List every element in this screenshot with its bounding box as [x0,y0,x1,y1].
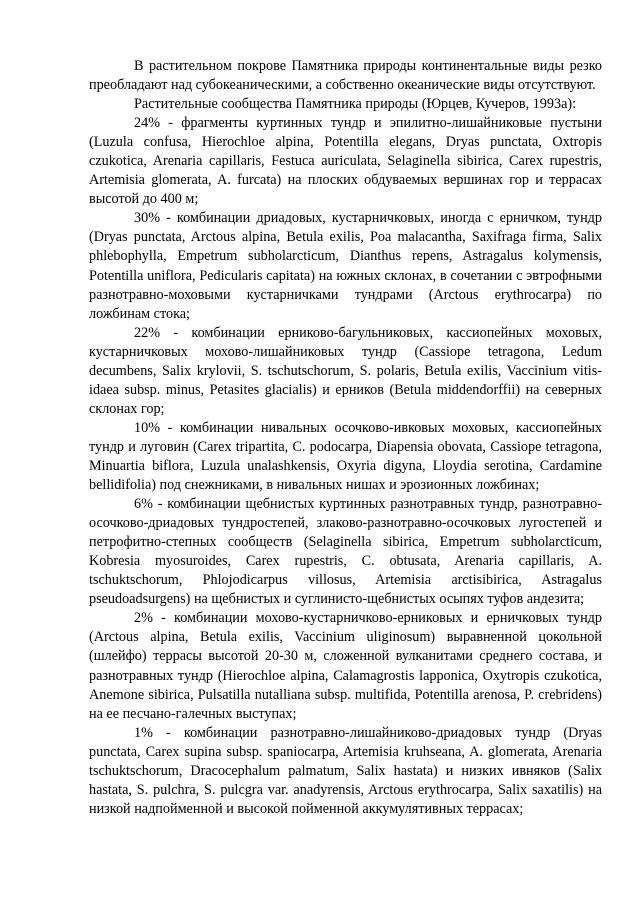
paragraph-30-percent [89,209,602,323]
paragraph-text: 1% - комбинации разнотравно-лишайниково-дриадовых тундр (Dryas punctata, Carex supina subsp. spaniocarpa, Artemisia kruhseana, A. glomerata, Arenaria tschuktschorum, Dracocephalum palmatum, Salix hastata) и низких ивняков (Salix hastata, S. pulchra, S. pulcgra var. anadyrensis, Arctous erythrocarpa, Salix saxatilis) на низкой надпойменной и высокой пойменной аккумулятивных террасах; [89,724,602,817]
document-page [89,57,602,819]
paragraph-intro [89,57,602,95]
paragraph-6-percent [89,495,602,609]
paragraph-10-percent [89,419,602,495]
paragraph-text: 30% - комбинации дриадовых, кустарничковых, иногда с ерничком, тундр (Dryas punctata, Arctous alpina, Betula exilis, Poa malacantha, Saxifraga firma, Salix phlebophylla, Empetrum subholarcticum, Dianthus repens, Astragalus kolymensis, Potentilla uniflora, Pedicularis capitata) на южных склонах, в сочетании с эвтрофными разнотравно-моховыми кустарничками тундрами (Arctous erythrocarpa) по ложбинам стока; [89,210,602,322]
paragraph-communities-heading [89,95,602,114]
paragraph-2-percent [89,609,602,723]
paragraph-1-percent [89,724,602,819]
paragraph-text: В растительном покрове Памятника природы континентальные виды резко преобладают над субокеаническими, а собственно океанические виды отсутствуют. [89,58,602,94]
paragraph-text: 6% - комбинации щебнистых куртинных разнотравных тундр, разнотравно-осочково-дриадовых тундростепей, злаково-разнотравно-осочковых лугостепей и петрофитно-степных сообществ (Selaginella sibirica, Empetrum subholarcticum, Kobresia myosuroides, Carex rupestris, C. obtusata, Arenaria capillaris, A. tschuktschorum, Phlojodicarpus villosus, Artemisia arctisibirica, Astragalus pseudoadsurgens) на щебнистых и суглинисто-щебнистых осыпях туфов андезита; [89,496,602,608]
paragraph-24-percent [89,114,602,209]
paragraph-text: 22% - комбинации ерниково-багульниковых, кассиопейных моховых, кустарничковых мохово-лишайниковых тундр (Cassiope tetragona, Ledum decumbens, Salix krylovii, S. tschutschorum, S. polaris, Betula exilis, Vaccinium vitis-idaea subsp. minus, Petasites glacialis) и ерников (Betula middendorffii) на северных склонах гор; [89,324,602,417]
paragraph-text: 24% - фрагменты куртинных тундр и эпилитно-лишайниковые пустыни (Luzula confusa, Hierochloe alpina, Potentilla elegans, Dryas punctata, Oxtropis czukotica, Arenaria capillaris, Festuca auriculata, Selaginella sibirica, Carex rupestris, Artemisia glomerata, A. furcata) на плоских обдуваемых вершинах гор и террасах высотой до 400 м; [89,115,602,208]
paragraph-text: 2% - комбинации мохово-кустарничково-ерниковых и ерничковых тундр (Arctous alpina, Betula exilis, Vaccinium uliginosum) выравненной цокольной (шлейфо) террасы высотой 20-30 м, сложенной вулканитами среднего состава, и разнотравных тундр (Hierochloe alpina, Calamagrostis lapponica, Oxytropis czukotica, Anemone sibirica, Pulsatilla nutalliana subsp. multifida, Potentilla arenosa, P. crebridens) на ее песчано-галечных выступах; [89,610,602,722]
paragraph-text: 10% - комбинации нивальных осочково-ивковых моховых, кассиопейных тундр и луговин (Carex tripartita, C. podocarpa, Diapensia obovata, Cassiope tetragona, Minuartia biflora, Luzula unalashkensis, Oxyria digyna, Lloydia serotina, Cardamine bellidifolia) под снежниками, в нивальных нишах и эрозионных ложбинах; [89,419,602,494]
paragraph-text: Растительные сообщества Памятника природы (Юрцев, Кучеров, 1993а): [134,96,577,113]
paragraph-22-percent [89,324,602,419]
